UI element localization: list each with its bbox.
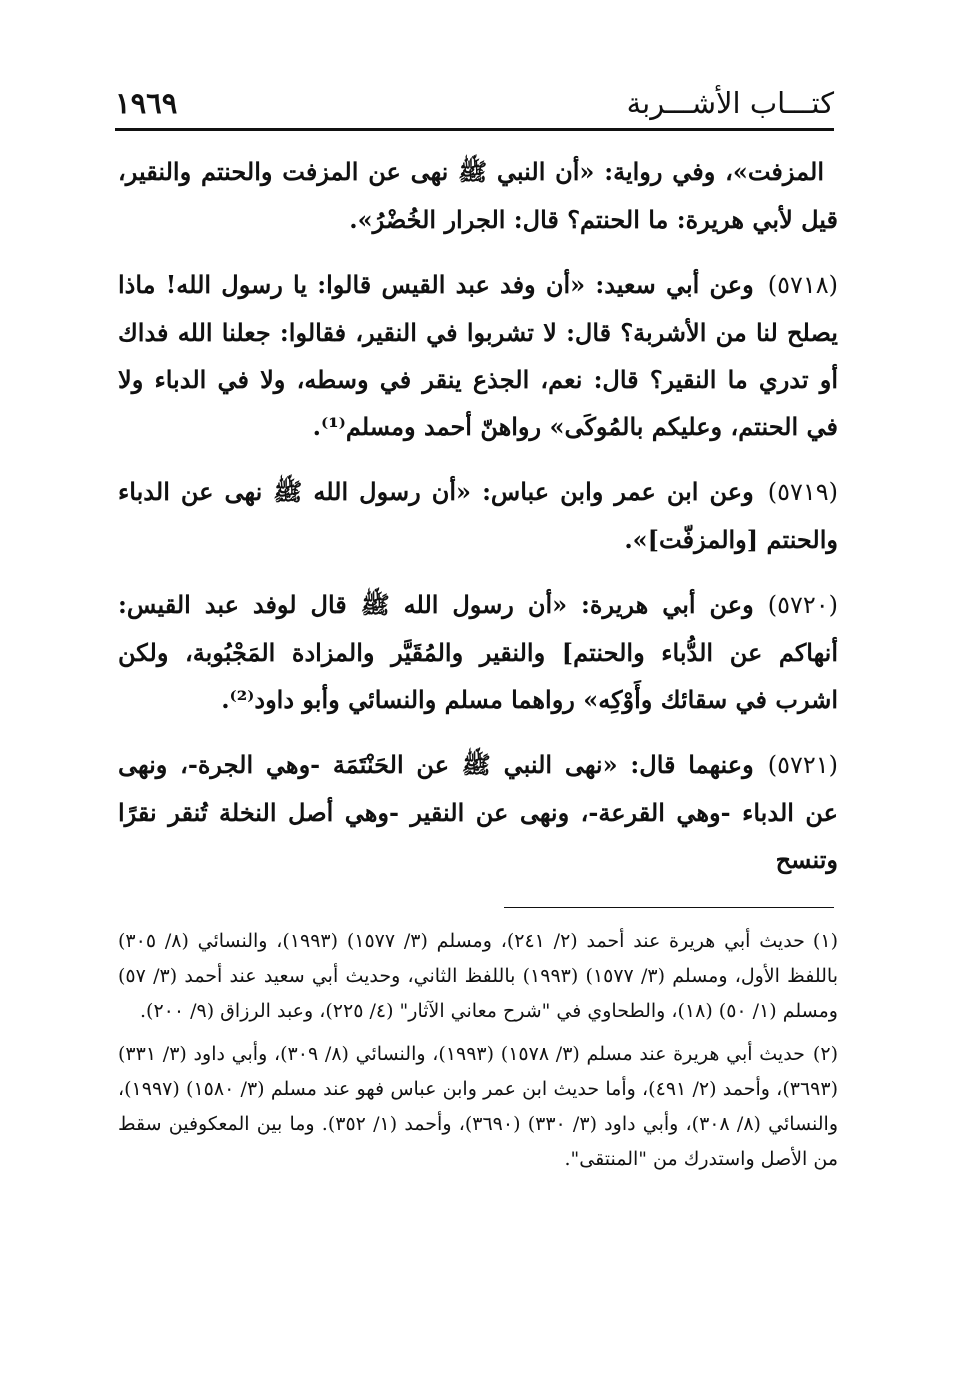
paragraph-text: وعن ابن عمر وابن عباس: «أن رسول الله ﷺ نهى عن الدباء والحنتم [والمزفّت]». — [118, 477, 838, 554]
page-header — [115, 86, 834, 126]
paragraph-text: المزفت»، وفي رواية: «أن النبي ﷺ نهى عن المزفت والحنتم والنقير، قيل لأبي هريرة: ما الحنتم؟ قال: الجرار الخُضْرُ». — [118, 157, 838, 234]
paragraph-text: وعن أبي سعيد: «أن وفد عبد القيس قالوا: يا رسول الله! ماذا يصلح لنا من الأشربة؟ قال: لا تشربوا في النقير، فقالوا: جعلنا الله فداك أو تدري ما النقير؟ قال: نعم، الجذع ينقر في وسطه، ولا في الدباء ولا في الحنتم، وعليكم بالمُوكَى» رواهنّ أحمد ومسلم⁽¹⁾. — [118, 270, 838, 441]
book-title: كتـــاب الأشـــربة — [626, 86, 834, 120]
footnotes — [118, 924, 838, 1185]
paragraph — [118, 261, 838, 450]
paragraph-text: وعن أبي هريرة: «أن رسول الله ﷺ قال لوفد عبد القيس: أنهاكم عن الدُّباء والحنتم] والنقير والمُقَيَّر والمزادة المَجْبُوبة، ولكن اشرب في سقائك وأَوْكِه» رواهما مسلم والنسائي وأبو داود⁽²⁾. — [118, 590, 838, 714]
paragraph-text: وعنهما قال: «نهى النبي ﷺ عن الحَنْتَمَة -وهي الجرة-، ونهى عن الدباء -وهي القرعة-، ونهى عن النقير -وهي أصل النخلة تُنقر نقرًا وتنسح — [118, 750, 838, 874]
footnote — [118, 924, 838, 1029]
footnote — [118, 1037, 838, 1177]
footnote-text: حديث أبي هريرة عند مسلم (٣/ ١٥٧٨) (١٩٩٣)، والنسائي (٨/ ٣٠٩)، وأبي داود (٣/ ٣٣١) (٣٦٩٣)، وأحمد (٢/ ٤٩١)، وأما حديث ابن عمر وابن عباس فهو عند مسلم (٣/ ١٥٨٠) (١٩٩٧)، والنسائي (٨/ ٣٠٨)، وأبي داود (٣/ ٣٣٠) (٣٦٩٠)، وأحمد (١/ ٣٥٢). وما بين المعكوفين سقط من الأصل واستدرك من "المنتقى". — [118, 1043, 839, 1170]
hadith-number: (٥٧٢٠) — [767, 591, 839, 619]
paragraph — [118, 581, 838, 723]
hadith-number: (٥٧١٨) — [767, 271, 838, 299]
header-rule — [115, 128, 834, 131]
hadith-number: (٥٧١٩) — [767, 478, 839, 506]
paragraph — [118, 468, 838, 563]
footnote-separator — [504, 907, 834, 908]
page-number: ١٩٦٩ — [115, 86, 178, 120]
paragraph — [118, 741, 838, 883]
paragraph — [118, 148, 838, 243]
footnote-number: (١) — [812, 930, 838, 952]
footnote-number: (٢) — [812, 1043, 838, 1065]
main-text — [118, 148, 838, 901]
hadith-number: (٥٧٢١) — [767, 751, 838, 779]
footnote-text: حديث أبي هريرة عند أحمد (٢/ ٢٤١)، ومسلم (٣/ ١٥٧٧) (١٩٩٣)، والنسائي (٨/ ٣٠٥) باللفظ الأول، ومسلم (٣/ ١٥٧٧) (١٩٩٣) باللفظ الثاني، وحديث أبي سعيد عند أحمد (٣/ ٥٧) ومسلم (١/ ٥٠) (١٨)، والطحاوي في "شرح معاني الآثار" (٤/ ٢٢٥)، وعبد الرزاق (٩/ ٢٠٠). — [118, 930, 838, 1022]
